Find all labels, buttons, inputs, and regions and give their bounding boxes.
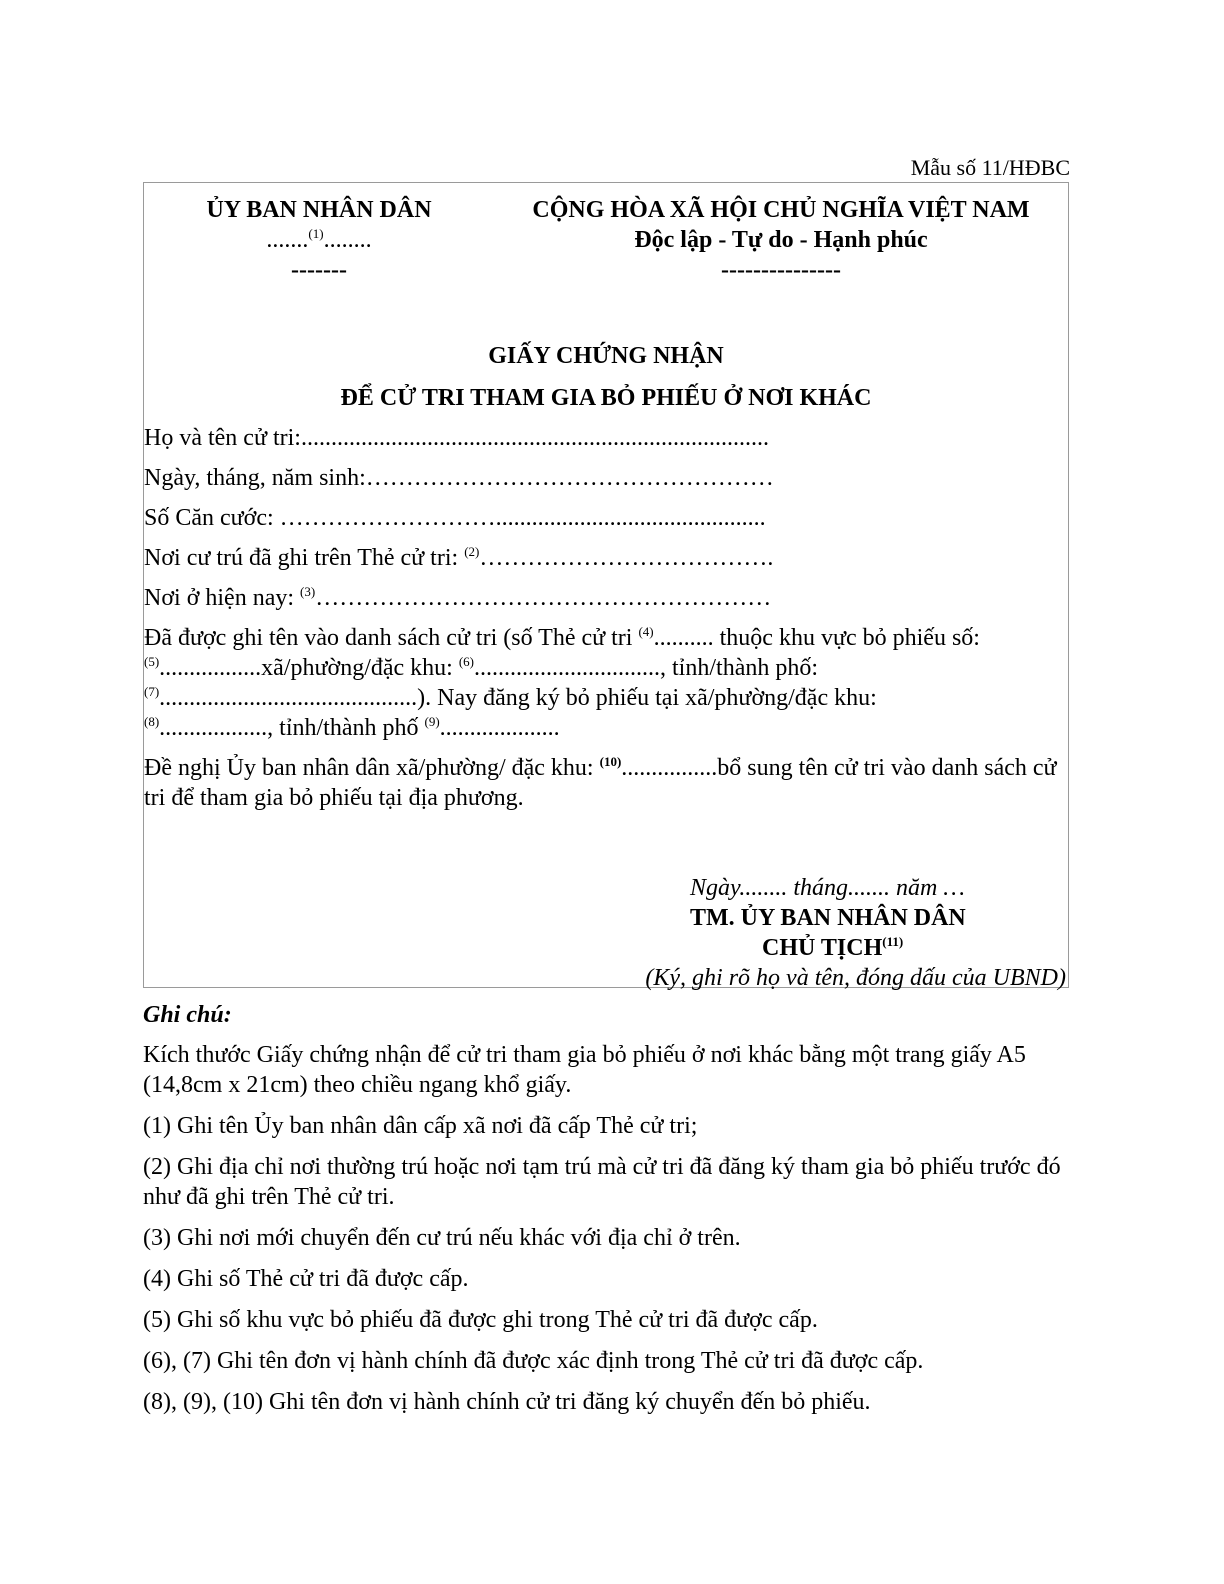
reg-text-6: .................., tỉnh/thành phố [159, 715, 425, 741]
footnote-ref-10: (10) [599, 754, 622, 769]
issuer-divider: ------- [291, 257, 347, 283]
footnote-ref-11: (11) [882, 934, 904, 949]
footnote-ref-5: (5) [144, 654, 160, 669]
form-code: Mẫu số 11/HĐBC [910, 155, 1070, 180]
issuer-dots-before: ....... [266, 227, 309, 253]
residence-dots: ………………………………. [479, 545, 774, 571]
current-label: Nơi ở hiện nay: [144, 585, 301, 611]
footnote-ref-2: (2) [464, 544, 480, 559]
footnote-ref-3: (3) [300, 584, 316, 599]
title-line-1: GIẤY CHỨNG NHẬN [488, 343, 724, 369]
footnote-ref-8: (8) [144, 714, 160, 729]
footnote-ref-7: (7) [144, 684, 160, 699]
request-text-2: ................bổ sung tên cử tri vào danh sách cử tri để tham gia bỏ phiếu tại địa phương. [144, 755, 1057, 811]
signature-org: TM. ỦY BAN NHÂN DÂN [690, 905, 966, 931]
note-item: (2) Ghi địa chỉ nơi thường trú hoặc nơi tạm trú mà cử tri đã đăng ký tham gia bỏ phiếu trước đó như đã ghi trên Thẻ cử tri. [143, 1154, 1061, 1210]
reg-text-7: .................... [439, 715, 560, 741]
footnote-ref-9: (9) [424, 714, 440, 729]
field-registration-details [144, 623, 1064, 743]
note-item: Kích thước Giấy chứng nhận để cử tri tham gia bỏ phiếu ở nơi khác bằng một trang giấy A5 (14,8cm x 21cm) theo chiều ngang khổ giấy. [143, 1042, 1026, 1098]
reg-text-4: ..............................., tỉnh/thành phố: [474, 655, 819, 681]
note-item: (6), (7) Ghi tên đơn vị hành chính đã được xác định trong Thẻ cử tri đã được cấp. [143, 1348, 924, 1374]
field-id-number: Số Căn cước: ………………………............................................. [144, 505, 766, 531]
signature-position [614, 933, 1070, 963]
note-item: (8), (9), (10) Ghi tên đơn vị hành chính cử tri đăng ký chuyển đến bỏ phiếu. [143, 1389, 871, 1415]
certificate-frame [143, 182, 1069, 991]
note-item: (3) Ghi nơi mới chuyển đến cư trú nếu khác với địa chỉ ở trên. [143, 1225, 741, 1251]
footnote-ref-4: (4) [638, 624, 654, 639]
reg-text-3: .................xã/phường/đặc khu: [159, 655, 459, 681]
reg-text-2: .......... thuộc khu vực bỏ phiếu số: [653, 625, 980, 651]
signature-block [614, 873, 1070, 993]
signature-date: Ngày........ tháng....... năm … [690, 875, 965, 901]
certificate-title [144, 335, 1068, 419]
reg-text-5: ...........................................). Nay đăng ký bỏ phiếu tại xã/phường/đặc khu: [159, 685, 877, 711]
field-voter-name: Họ và tên cử tri:.............................................................................. [144, 425, 769, 451]
issuer-name: ỦY BAN NHÂN DÂN [206, 197, 432, 223]
note-item: (5) Ghi số khu vực bỏ phiếu đã được ghi trong Thẻ cử tri đã được cấp. [143, 1307, 818, 1333]
form-fields [144, 423, 1064, 823]
note-item: (1) Ghi tên Ủy ban nhân dân cấp xã nơi đã cấp Thẻ cử tri; [143, 1113, 698, 1139]
notes-section [143, 1000, 1073, 1428]
national-motto: Độc lập - Tự do - Hạnh phúc [634, 227, 928, 253]
field-request [144, 753, 1064, 813]
issuer-header [144, 195, 494, 285]
current-dots: ………………………………………………… [315, 585, 772, 611]
national-divider: --------------- [721, 257, 841, 283]
title-line-2: ĐỂ CỬ TRI THAM GIA BỎ PHIẾU Ở NƠI KHÁC [340, 385, 872, 411]
position-text: CHỦ TỊCH [762, 935, 883, 961]
national-title: CỘNG HÒA XÃ HỘI CHỦ NGHĨA VIỆT NAM [532, 197, 1030, 223]
signature-note: (Ký, ghi rõ họ và tên, đóng dấu của UBND) [645, 965, 1066, 991]
footnote-ref-6: (6) [458, 654, 475, 669]
field-registered-residence [144, 543, 1064, 573]
field-current-residence [144, 583, 1064, 613]
request-text-1: Đề nghị Ủy ban nhân dân xã/phường/ đặc khu: [144, 755, 600, 781]
national-header [494, 195, 1068, 285]
reg-text-1: Đã được ghi tên vào danh sách cử tri (số Thẻ cử tri [144, 625, 639, 651]
notes-title: Ghi chú: [143, 1002, 232, 1028]
field-date-of-birth: Ngày, tháng, năm sinh:…………………………………………… [144, 465, 774, 491]
residence-label: Nơi cư trú đã ghi trên Thẻ cử tri: [144, 545, 465, 571]
issuer-subline [144, 225, 494, 255]
note-item: (4) Ghi số Thẻ cử tri đã được cấp. [143, 1266, 469, 1292]
issuer-dots-after: ........ [323, 227, 372, 253]
footnote-ref-1: (1) [308, 226, 324, 241]
